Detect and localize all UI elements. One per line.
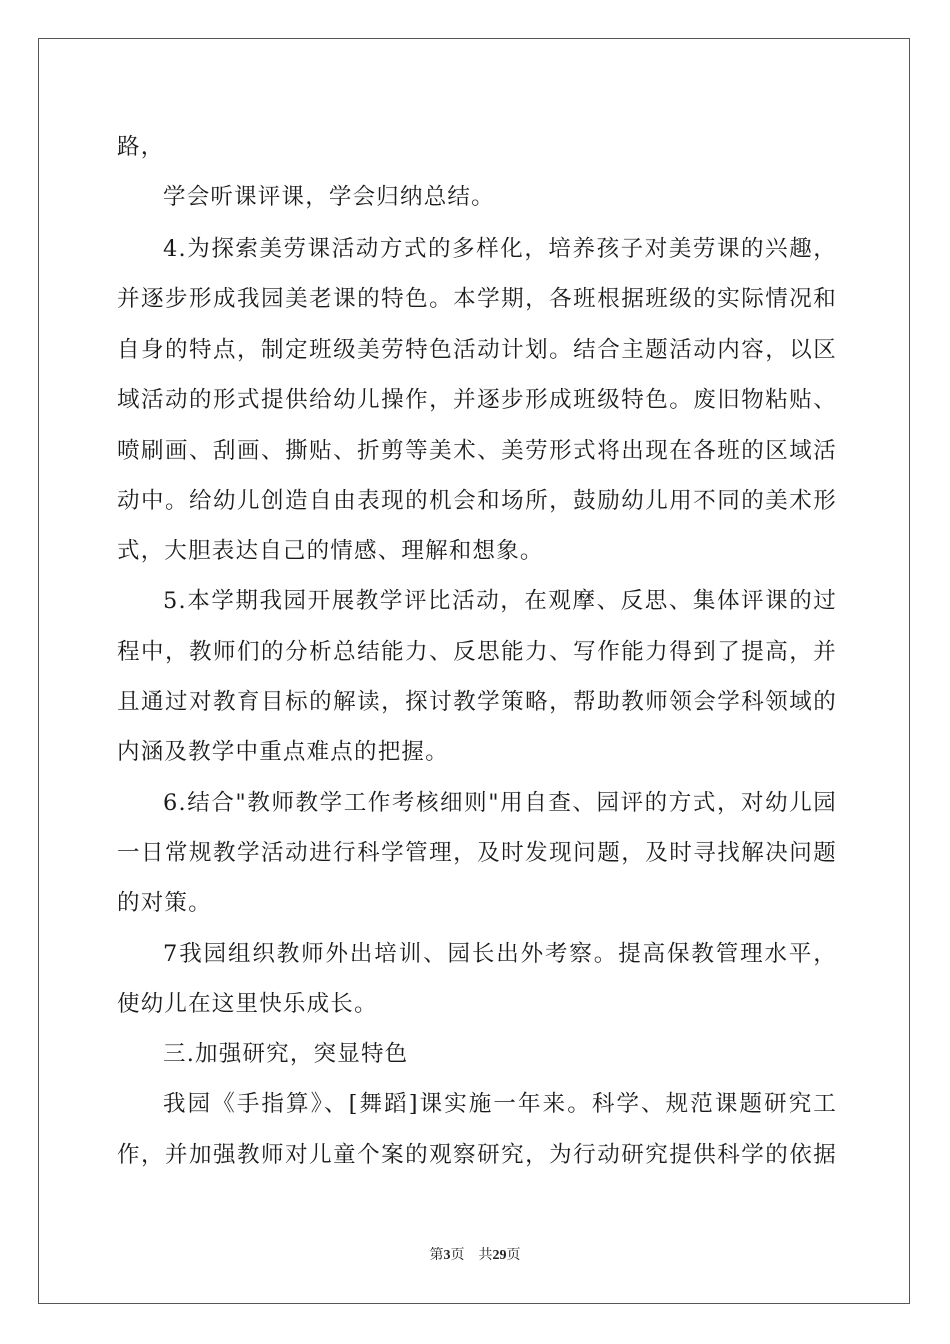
text-line: 喷刷画、刮画、撕贴、折剪等美术、美劳形式将出现在各班的区域活 (117, 438, 837, 464)
page-footer (0, 1246, 950, 1265)
text-line: 作，并加强教师对儿童个案的观察研究，为行动研究提供科学的依据 (117, 1142, 837, 1168)
paragraph-5-line: 5.本学期我园开展教学评比活动，在观摩、反思、集体评课的过 (163, 588, 837, 614)
text-line: 式，大胆表达自己的情感、理解和想象。 (117, 538, 544, 564)
text-line: 我园《手指算》、[舞蹈]课实施一年来。科学、规范课题研究工 (163, 1091, 837, 1117)
section-heading: 三.加强研究，突显特色 (163, 1041, 409, 1067)
page-prefix: 第 (429, 1247, 444, 1263)
text-line: 且通过对教育目标的解读，探讨教学策略，帮助教师领会学科领域的 (117, 689, 837, 715)
text-line: 内涵及教学中重点难点的把握。 (117, 739, 449, 765)
text-line: 使幼儿在这里快乐成长。 (117, 991, 378, 1017)
paragraph-4-line: 4.为探索美劳课活动方式的多样化，培养孩子对美劳课的兴趣， (163, 236, 837, 262)
paragraph-6-line: 6.结合"教师教学工作考核细则"用自查、园评的方式，对幼儿园 (163, 790, 837, 816)
text-line: 动中。给幼儿创造自由表现的机会和场所，鼓励幼儿用不同的美术形 (117, 488, 837, 514)
text-line: 程中，教师们的分析总结能力、反思能力、写作能力得到了提高，并 (117, 639, 837, 665)
text-line: 一日常规教学活动进行科学管理，及时发现问题，及时寻找解决问题 (117, 840, 837, 866)
total-suffix: 页 (506, 1247, 521, 1263)
text-line: 路， (117, 134, 165, 160)
total-prefix: 共 (478, 1247, 493, 1263)
text-line: 学会听课评课，学会归纳总结。 (163, 184, 495, 210)
text-line: 域活动的形式提供给幼儿操作，并逐步形成班级特色。废旧物粘贴、 (117, 387, 837, 413)
page-suffix: 页 (450, 1247, 465, 1263)
text-line: 并逐步形成我园美老课的特色。本学期，各班根据班级的实际情况和 (117, 286, 837, 312)
paragraph-7-line: 7我园组织教师外出培训、园长出外考察。提高保教管理水平， (163, 941, 837, 967)
total-pages: 29 (492, 1248, 507, 1263)
page-number: 3 (443, 1248, 451, 1263)
text-line: 的对策。 (117, 890, 212, 916)
text-line: 自身的特点，制定班级美劳特色活动计划。结合主题活动内容，以区 (117, 337, 837, 363)
